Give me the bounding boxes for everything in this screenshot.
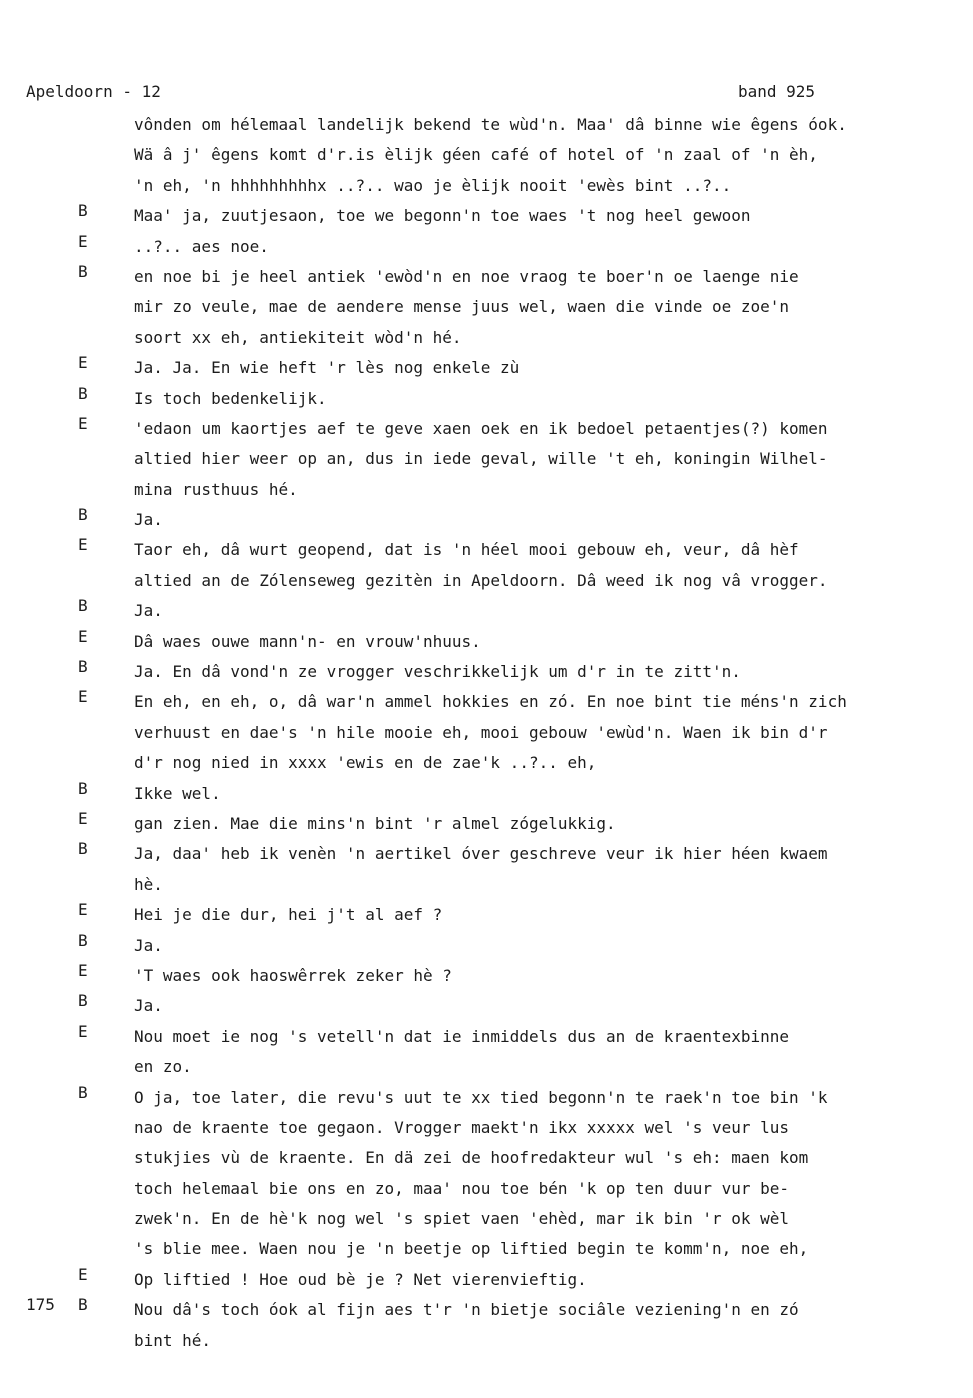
speaker-label: B xyxy=(78,383,88,403)
utterance xyxy=(134,505,934,535)
utterance-line: Ja. xyxy=(134,996,163,1016)
transcript-entry xyxy=(0,900,973,930)
speaker-label: B xyxy=(78,261,88,281)
transcript-entry xyxy=(0,110,973,201)
utterance xyxy=(134,657,934,687)
line-number xyxy=(0,779,78,809)
utterance-line: 's blie mee. Waen nou je 'n beetje op liftied begin te komm'n, noe eh, xyxy=(134,1239,809,1259)
utterance xyxy=(134,384,934,414)
transcript-entry xyxy=(0,809,973,839)
utterance xyxy=(134,809,934,839)
line-number xyxy=(0,353,78,383)
transcript-entry xyxy=(0,353,973,383)
transcript-entry xyxy=(0,505,973,535)
utterance xyxy=(134,414,934,505)
transcript-entry xyxy=(0,1083,973,1265)
utterance-line: Ja. xyxy=(134,601,163,621)
utterance-line: d'r nog nied in xxxx 'ewis en de zae'k ..?.. eh, xyxy=(134,753,597,773)
speaker-label: B xyxy=(78,1295,88,1315)
utterance-line: Ja. En dâ vond'n ze vrogger veschrikkelijk um d'r in te zitt'n. xyxy=(134,662,741,682)
line-number xyxy=(0,384,78,414)
utterance-line: toch helemaal bie ons en zo, maa' nou toe bén 'k op ten duur vur be- xyxy=(134,1178,790,1198)
utterance-line: Ikke wel. xyxy=(134,783,221,803)
line-number xyxy=(0,1022,78,1083)
transcript-entry xyxy=(0,414,973,505)
line-number xyxy=(0,505,78,535)
utterance-line: Is toch bedenkelijk. xyxy=(134,388,327,408)
transcript-entry xyxy=(0,627,973,657)
transcript-entry xyxy=(0,779,973,809)
line-number xyxy=(0,839,78,900)
speaker-label: E xyxy=(78,900,88,920)
speaker-label: E xyxy=(78,535,88,555)
line-number xyxy=(0,809,78,839)
utterance xyxy=(134,991,934,1021)
utterance-line: zwek'n. En de hè'k nog wel 's spiet vaen 'ehèd, mar ik bin 'r ok wèl xyxy=(134,1209,790,1229)
speaker-label: E xyxy=(78,808,88,828)
utterance-line: mir zo veule, mae de aendere mense juus wel, waen die vinde oe zoe'n xyxy=(134,297,790,317)
utterance xyxy=(134,931,934,961)
utterance-line: Taor eh, dâ wurt geopend, dat is 'n héel mooi gebouw eh, veur, dâ hèf xyxy=(134,540,799,560)
line-number xyxy=(0,110,78,201)
header-location: Apeldoorn - 12 xyxy=(26,82,161,101)
transcript-entry xyxy=(0,657,973,687)
speaker-label: E xyxy=(78,687,88,707)
line-number xyxy=(0,991,78,1021)
utterance-line: 'T waes ook haoswêrrek zeker hè ? xyxy=(134,965,452,985)
utterance-line: gan zien. Mae die mins'n bint 'r almel zógelukkig. xyxy=(134,813,616,833)
speaker-label: E xyxy=(78,1021,88,1041)
utterance-line: soort xx eh, antiekiteit wòd'n hé. xyxy=(134,327,462,347)
speaker-label: B xyxy=(78,991,88,1011)
utterance-line: altied hier weer op an, dus in iede geval, wille 't eh, koningin Wilhel- xyxy=(134,449,828,469)
utterance-line: Ja. xyxy=(134,510,163,530)
utterance xyxy=(134,535,934,596)
utterance-line: Ja, daa' heb ik venèn 'n aertikel óver geschreve veur ik hier héen kwaem xyxy=(134,844,828,864)
transcript-entry xyxy=(0,1022,973,1083)
utterance xyxy=(134,1083,934,1265)
transcript-entry xyxy=(0,201,973,231)
utterance-line: Ja. Ja. En wie heft 'r lès nog enkele zù xyxy=(134,358,520,378)
utterance-line: mina rusthuus hé. xyxy=(134,479,298,499)
speaker-label: B xyxy=(78,201,88,221)
utterance xyxy=(134,1022,934,1083)
transcript-entry xyxy=(0,535,973,596)
transcript-entry xyxy=(0,991,973,1021)
utterance xyxy=(134,961,934,991)
utterance xyxy=(134,779,934,809)
utterance xyxy=(134,1265,934,1295)
speaker-label: E xyxy=(78,960,88,980)
transcript-entry xyxy=(0,596,973,626)
speaker-label: E xyxy=(78,626,88,646)
line-number: 175 xyxy=(26,1295,55,1315)
transcript-entry xyxy=(0,931,973,961)
line-number xyxy=(0,414,78,505)
speaker-label: B xyxy=(78,596,88,616)
utterance-line: vônden om hélemaal landelijk bekend te wùd'n. Maa' dâ binne wie êgens óok. xyxy=(134,115,847,134)
utterance-line: Wä â j' êgens komt d'r.is èlijk géen café of hotel of 'n zaal of 'n èh, xyxy=(134,145,818,165)
utterance-line: verhuust en dae's 'n hile mooie eh, mooi gebouw 'ewùd'n. Waen ik bin d'r xyxy=(134,722,828,742)
transcript-entry xyxy=(0,839,973,900)
utterance xyxy=(134,353,934,383)
speaker-label: E xyxy=(78,231,88,251)
line-number xyxy=(0,961,78,991)
utterance xyxy=(134,687,934,778)
transcript-entry xyxy=(0,961,973,991)
speaker-label xyxy=(78,110,134,201)
speaker-label: B xyxy=(78,1082,88,1102)
transcript-entry xyxy=(0,232,973,262)
utterance-line: Nou moet ie nog 's vetell'n dat ie inmiddels dus an de kraentexbinne xyxy=(134,1026,790,1046)
transcript-entry xyxy=(0,687,973,778)
line-number xyxy=(0,657,78,687)
utterance-line: nao de kraente toe gegaon. Vrogger maekt'n ikx xxxxx wel 's veur lus xyxy=(134,1117,790,1137)
utterance-line: En eh, en eh, o, dâ war'n ammel hokkies en zó. En noe bint tie méns'n zich xyxy=(134,692,847,712)
utterance xyxy=(134,839,934,900)
header-tape-number: band 925 xyxy=(738,82,816,101)
line-number xyxy=(0,262,78,353)
transcript-entry xyxy=(0,1265,973,1295)
speaker-label: B xyxy=(78,657,88,677)
utterance-line: Maa' ja, zuutjesaon, toe we begonn'n toe waes 't nog heel gewoon xyxy=(134,206,751,226)
utterance xyxy=(134,201,934,231)
line-number xyxy=(0,900,78,930)
line-number xyxy=(0,201,78,231)
utterance xyxy=(134,262,934,353)
speaker-label: B xyxy=(78,839,88,859)
transcript-entry xyxy=(0,384,973,414)
utterance-line: altied an de Zólenseweg gezitèn in Apeldoorn. Dâ weed ik nog vâ vrogger. xyxy=(134,570,828,590)
utterance xyxy=(134,110,934,201)
transcript-entry xyxy=(0,1295,973,1356)
utterance xyxy=(134,627,934,657)
utterance-line: stukjies vù de kraente. En dä zei de hoofredakteur wul 's eh: maen kom xyxy=(134,1148,809,1168)
utterance-line: bint hé. xyxy=(134,1330,212,1350)
utterance-line: en noe bi je heel antiek 'ewòd'n en noe vraog te boer'n oe laenge nie xyxy=(134,266,799,286)
speaker-label: E xyxy=(78,413,88,433)
utterance xyxy=(134,596,934,626)
utterance xyxy=(134,232,934,262)
utterance-line: hè. xyxy=(134,874,163,894)
line-number xyxy=(0,1265,78,1295)
utterance xyxy=(134,1295,934,1356)
transcript-body xyxy=(0,110,973,1356)
utterance-line: Hei je die dur, hei j't al aef ? xyxy=(134,905,443,925)
utterance-line: en zo. xyxy=(134,1057,192,1077)
page-header xyxy=(26,80,826,104)
utterance-line: O ja, toe later, die revu's uut te xx tied begonn'n te raek'n toe bin 'k xyxy=(134,1087,828,1107)
transcript-entry xyxy=(0,262,973,353)
line-number xyxy=(0,931,78,961)
line-number xyxy=(0,535,78,596)
speaker-label: B xyxy=(78,930,88,950)
line-number xyxy=(0,687,78,778)
utterance-line: 'edaon um kaortjes aef te geve xaen oek en ik bedoel petaentjes(?) komen xyxy=(134,418,828,438)
utterance-line: Nou dâ's toch óok al fijn aes t'r 'n bietje sociâle veziening'n en zó xyxy=(134,1300,799,1320)
utterance-line: Dâ waes ouwe mann'n- en vrouw'nhuus. xyxy=(134,631,481,651)
utterance-line: Op liftied ! Hoe oud bè je ? Net vierenvieftig. xyxy=(134,1269,587,1289)
line-number xyxy=(0,596,78,626)
utterance-line: Ja. xyxy=(134,935,163,955)
utterance-line: 'n eh, 'n hhhhhhhhhx ..?.. wao je èlijk nooit 'ewès bint ..?.. xyxy=(134,175,732,195)
utterance-line: ..?.. aes noe. xyxy=(134,236,269,256)
utterance xyxy=(134,900,934,930)
line-number xyxy=(0,232,78,262)
speaker-label: E xyxy=(78,353,88,373)
line-number xyxy=(0,1083,78,1265)
speaker-label: E xyxy=(78,1264,88,1284)
speaker-label: B xyxy=(78,505,88,525)
speaker-label: B xyxy=(78,778,88,798)
line-number xyxy=(0,627,78,657)
